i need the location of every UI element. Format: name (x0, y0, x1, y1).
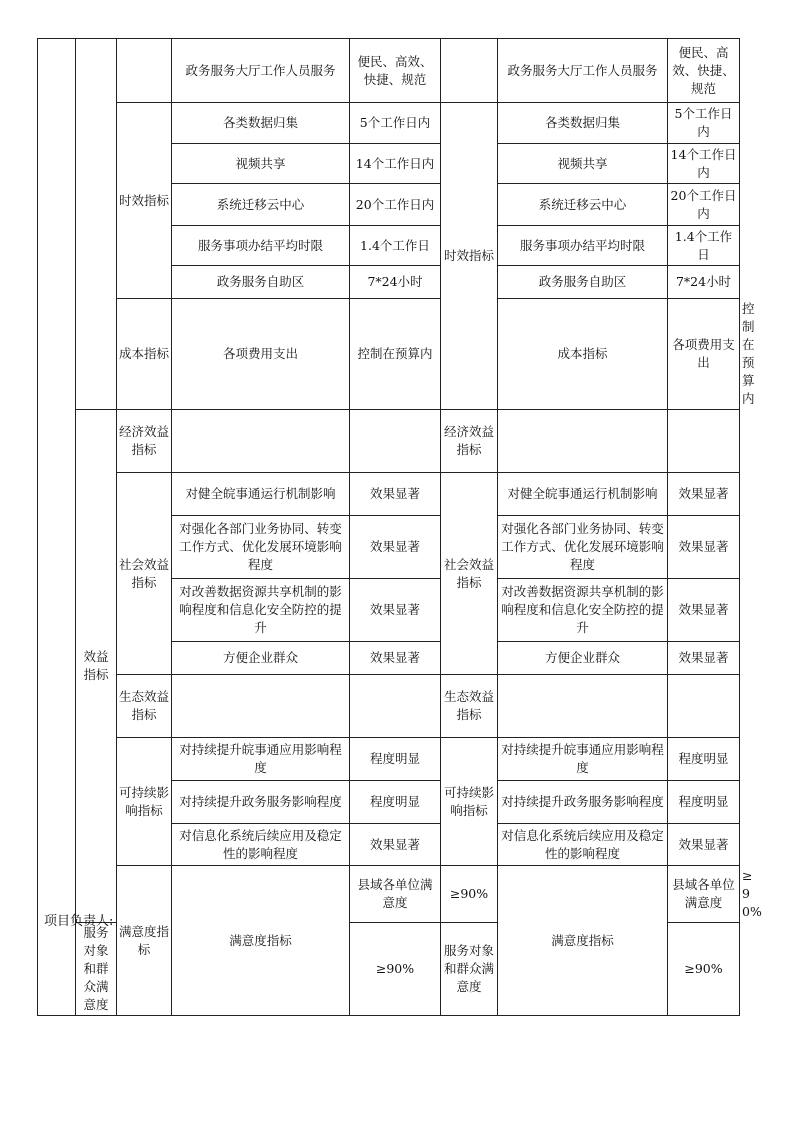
indicator-name-cell-right: 对强化各部门业务协同、转变工作方式、优化发展环境影响程度 (498, 516, 668, 579)
blank-cell (498, 675, 668, 738)
indicator-name-cell-right: 对持续提升政务服务影响程度 (498, 781, 668, 824)
indicator-value-cell: ≥90% (441, 866, 498, 923)
cost-label-right: 成本指标 (498, 299, 668, 410)
indicator-name-cell: 对改善数据资源共享机制的影响程度和信息化安全防控的提升 (172, 579, 350, 642)
indicator-value-cell-right: 5个工作日内 (668, 103, 740, 144)
indicator-name-cell: 县域各单位满意度 (350, 866, 441, 923)
table-row (38, 410, 740, 473)
blank-cell (172, 410, 350, 473)
indicator-value-cell: 20个工作日内 (350, 184, 441, 226)
indicator-value-cell: 控制在预算内 (350, 299, 441, 410)
indicator-name-cell-right: 各项费用支出 (668, 299, 740, 410)
economic-label: 经济效益指标 (117, 410, 172, 473)
indicator-value-cell: ≥90% (350, 923, 441, 1016)
indicator-name-cell-right: 县域各单位满意度 (668, 866, 740, 923)
indicator-value-cell: 程度明显 (350, 781, 441, 824)
indicator-value-cell-right: 效果显著 (668, 473, 740, 516)
project-leader-label: 项目负责人: (44, 914, 114, 929)
blank-cell (668, 675, 740, 738)
indicator-value-cell: 效果显著 (350, 824, 441, 866)
performance-indicator-table (37, 38, 762, 1016)
table-row: 满意度指标 满意度指标 县域各单位满意度 ≥90% 满意度指标 县域各单位满意度 ≥90% (38, 866, 740, 923)
timeliness-label-right: 时效指标 (441, 103, 498, 410)
timeliness-label: 时效指标 (117, 103, 172, 299)
indicator-name-cell: 各类数据归集 (172, 103, 350, 144)
cost-label: 成本指标 (117, 299, 172, 410)
indicator-name-cell: 对持续提升皖事通应用影响程度 (172, 738, 350, 781)
indicator-name-cell-right: 服务事项办结平均时限 (498, 226, 668, 266)
indicator-value-cell-right: 14个工作日内 (668, 144, 740, 184)
blank-cell (498, 410, 668, 473)
indicator-value-cell-right: 效果显著 (668, 516, 740, 579)
indicator-value-cell-right: 效果显著 (668, 824, 740, 866)
indicator-name-cell: 对持续提升政务服务影响程度 (172, 781, 350, 824)
table-row (38, 473, 740, 516)
indicator-name-cell-right: 政务服务自助区 (498, 266, 668, 299)
indicator-value-cell-right: 效果显著 (668, 579, 740, 642)
indicator-value-cell-right: 7*24小时 (668, 266, 740, 299)
indicator-value-cell: 1.4个工作日 (350, 226, 441, 266)
ecological-label: 生态效益指标 (117, 675, 172, 738)
indicator-value-cell: 便民、高效、快捷、规范 (350, 39, 441, 103)
indicator-value-cell: 14个工作日内 (350, 144, 441, 184)
blank-level2-cell-right (441, 39, 498, 103)
social-label: 社会效益指标 (117, 473, 172, 675)
indicator-name-cell: 政务服务自助区 (172, 266, 350, 299)
satisfaction-indicator-label: 满意度指标 (117, 866, 172, 1016)
indicator-value-cell-right: 程度明显 (668, 781, 740, 824)
table-row: 成本指标 各项费用支出 控制在预算内 成本指标 各项费用支出 控制在预算内 (38, 299, 740, 410)
indicator-name-cell: 方便企业群众 (172, 642, 350, 675)
blank-level2-cell (117, 39, 172, 103)
indicator-name-cell: 对健全皖事通运行机制影响 (172, 473, 350, 516)
indicator-name-cell-right: 对健全皖事通运行机制影响 (498, 473, 668, 516)
blank-cell (350, 410, 441, 473)
table-row (38, 675, 740, 738)
indicator-name-cell: 对信息化系统后续应用及稳定性的影响程度 (172, 824, 350, 866)
table-row (38, 738, 740, 781)
indicator-value-cell-right: 1.4个工作日 (668, 226, 740, 266)
indicator-value-cell-right: 效果显著 (668, 642, 740, 675)
indicator-name-cell: 各项费用支出 (172, 299, 350, 410)
ecological-label-right: 生态效益指标 (441, 675, 498, 738)
table-row (38, 103, 740, 144)
indicator-name-cell-right: 系统迁移云中心 (498, 184, 668, 226)
indicator-value-cell: 效果显著 (350, 516, 441, 579)
table-row (38, 39, 740, 103)
indicator-name-cell: 服务事项办结平均时限 (172, 226, 350, 266)
indicator-value-cell: 效果显著 (350, 473, 441, 516)
indicator-value-cell-right: 20个工作日内 (668, 184, 740, 226)
indicator-name-cell: 系统迁移云中心 (172, 184, 350, 226)
indicator-name-cell-right: 政务服务大厅工作人员服务 (498, 39, 668, 103)
indicator-name-cell-right: 对持续提升皖事通应用影响程度 (498, 738, 668, 781)
indicator-name-cell: 服务对象和群众满意度 (76, 923, 117, 1016)
benefit-indicator-label: 效益指标 (76, 410, 117, 923)
blank-cell (350, 675, 441, 738)
indicator-name-cell-right: 对信息化系统后续应用及稳定性的影响程度 (498, 824, 668, 866)
indicator-name-cell-right: 对改善数据资源共享机制的影响程度和信息化安全防控的提升 (498, 579, 668, 642)
indicator-value-cell: 效果显著 (350, 579, 441, 642)
indicator-name-cell-right: 方便企业群众 (498, 642, 668, 675)
blank-first-column-cell (38, 39, 76, 1016)
indicator-value-cell: 7*24小时 (350, 266, 441, 299)
economic-label-right: 经济效益指标 (441, 410, 498, 473)
indicator-value-cell-right: ≥90% (668, 923, 740, 1016)
indicator-name-cell: 对强化各部门业务协同、转变工作方式、优化发展环境影响程度 (172, 516, 350, 579)
satisfaction-label-right: 满意度指标 (498, 866, 668, 1016)
indicator-value-cell: 效果显著 (350, 642, 441, 675)
indicator-value-cell-right: 程度明显 (668, 738, 740, 781)
indicator-name-cell: 视频共享 (172, 144, 350, 184)
indicator-name-cell-right: 各类数据归集 (498, 103, 668, 144)
satisfaction-label: 满意度指标 (172, 866, 350, 1016)
indicator-name-cell: 政务服务大厅工作人员服务 (172, 39, 350, 103)
indicator-name-cell-right: 视频共享 (498, 144, 668, 184)
blank-cell (172, 675, 350, 738)
sustainable-label-right: 可持续影响指标 (441, 738, 498, 866)
indicator-value-cell: 程度明显 (350, 738, 441, 781)
blank-cell (668, 410, 740, 473)
sustainable-label: 可持续影响指标 (117, 738, 172, 866)
blank-level1-cell (76, 39, 117, 410)
indicator-value-cell: 5个工作日内 (350, 103, 441, 144)
indicator-value-cell-right: 便民、高效、快捷、规范 (668, 39, 740, 103)
indicator-name-cell-right: 服务对象和群众满意度 (441, 923, 498, 1016)
social-label-right: 社会效益指标 (441, 473, 498, 675)
